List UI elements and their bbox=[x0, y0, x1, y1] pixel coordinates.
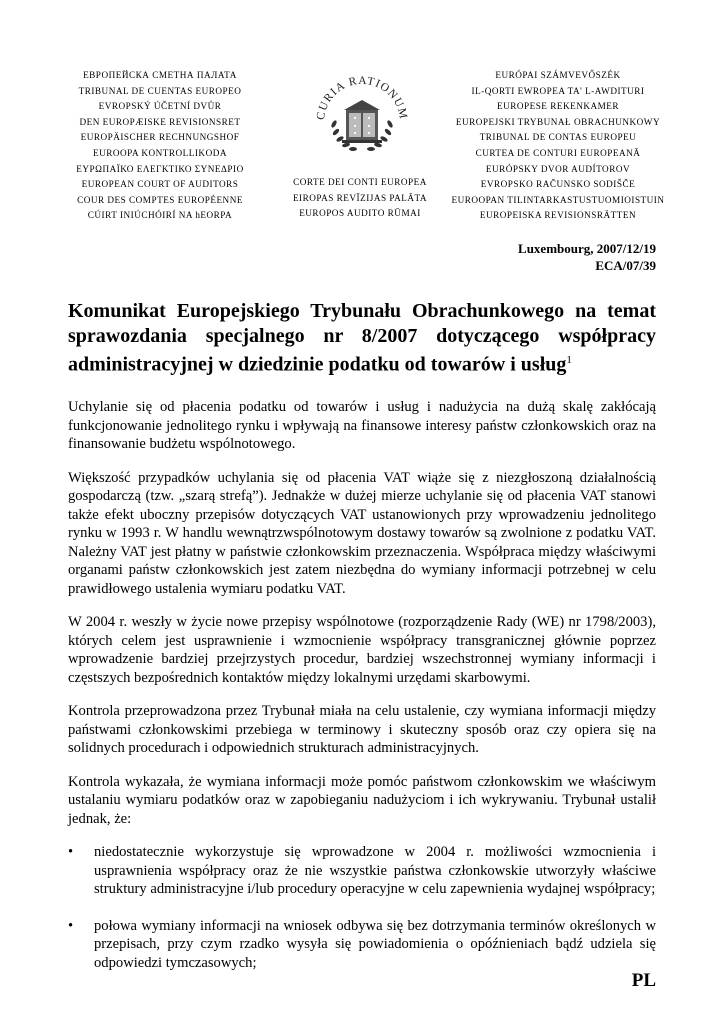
institution-name: EUROOPAN TILINTARKASTUSTUOMIOISTUIN bbox=[451, 194, 665, 205]
list-item bbox=[68, 917, 656, 973]
bullet-icon: • bbox=[68, 844, 74, 860]
header-center-list bbox=[265, 175, 455, 222]
date-reference-block bbox=[518, 240, 656, 274]
institution-name: EVROPSKO RAČUNSKO SODIŠČE bbox=[480, 179, 636, 190]
document-reference: ECA/07/39 bbox=[595, 258, 656, 273]
institution-name: EURÓPAI SZÁMVEVŐSZÉK bbox=[495, 70, 621, 80]
institution-name: DEN EUROPÆISKE REVISIONSRET bbox=[79, 116, 241, 127]
institution-name: EVROPSKÝ ÚČETNÍ DVŮR bbox=[98, 101, 222, 112]
body-paragraph: Większość przypadków uchylania się od płacenia VAT wiąże się z niezgłoszoną działalnością gospodarczą (tzw. „szarą strefą”). Jednakże w dużej mierze uchylanie się od płacenia VAT stanowi także efekt uboczny przepisów dotyczących VAT ustanowionych przy wprowadzeniu jednolitego rynku w 1993 r. W handlu wewnątrzwspólnotowym dostawy towarów są zwolnione z podatku VAT. Należny VAT jest płatny w państwie członkowskim przeznaczenia. Współpraca między właściwymi organami państw członkowskich jest zatem niezbędna do wymiany informacji potrzebnej w celu prawidłowego ustalenia wymiaru podatku VAT. bbox=[68, 469, 656, 597]
institution-name: TRIBUNAL DE CUENTAS EUROPEO bbox=[78, 85, 242, 96]
body-paragraph: W 2004 r. weszły w życie nowe przepisy wspólnotowe (rozporządzenie Rady (WE) nr 1798/2003), których celem jest usprawnienie i wzmocnienie współpracy transgranicznej głównie poprzez wprowadzenie bardziej przejrzystych procedur, bardziej wszechstronnej wymiany informacji i częstszych bezpośrednich kontaktów między lokalnymi urzędami skarbowymi. bbox=[68, 614, 656, 686]
institution-name: EUROPEJSKI TRYBUNAŁ OBRACHUNKOWY bbox=[455, 116, 661, 127]
document-date: Luxembourg, 2007/12/19 bbox=[518, 241, 656, 256]
institution-name: EUROPOS AUDITO RŪMAI bbox=[299, 208, 421, 219]
title-text: Komunikat Europejskiego Trybunału Obrachunkowego na temat sprawozdania specjalnego nr 8/2007 dotyczącego współpracy administracyjnej w dziedzinie podatku od towarów i usług bbox=[68, 300, 656, 376]
body-paragraph: Uchylanie się od płacenia podatku od towarów i usług i nadużycia na dużą skalę zakłócają funkcjonowanie jednolitego rynku i wpływają na finansowe interesy państw członkowskich oraz na finansowanie budżetu wspólnotowego. bbox=[68, 399, 656, 452]
institution-name: CURTEA DE CONTURI EUROPEANĂ bbox=[475, 147, 641, 158]
list-item-text: połowa wymiany informacji na wniosek odbywa się bez dotrzymania terminów określonych w przepisach, przy czym rzadko wysyła się powiadomienia o opóźnieniach bądź udziela się odpowiedzi tymczasowych; bbox=[94, 917, 656, 971]
institution-name: COUR DES COMPTES EUROPÉENNE bbox=[77, 194, 243, 205]
list-item-text: niedostatecznie wykorzystuje się wprowadzone w 2004 r. możliwości wzmocnienia i usprawnienia współpracy oraz że nie wszystkie państwa członkowskie utworzyły właściwe struktury administracyjne i/lub procedury operacyjne w celu zapewnienia wydajnej współpracy; bbox=[94, 844, 656, 897]
document-title bbox=[68, 299, 656, 377]
institution-name: EUROPESE REKENKAMER bbox=[496, 101, 620, 112]
title-footnote-marker: 1 bbox=[566, 354, 572, 366]
header-right-list bbox=[448, 68, 668, 224]
institution-name: ЕВРОПЕЙСКА СМЕТНА ПАЛАТА bbox=[83, 70, 237, 80]
institution-name: EURÓPSKY DVOR AUDÍTOROV bbox=[485, 163, 631, 174]
institution-name: CORTE DEI CONTI EUROPEA bbox=[293, 177, 427, 187]
institution-name: CÚIRT INIÚCHÓIRÍ NA hEORPA bbox=[87, 210, 233, 221]
logo-motto: CURIA RATIONUM bbox=[314, 74, 410, 121]
document-body bbox=[68, 398, 656, 990]
court-logo bbox=[310, 66, 414, 166]
institution-name: EUROPEISKA REVISIONSRÄTTEN bbox=[479, 210, 637, 221]
institution-name: EUROOPA KONTROLLIKODA bbox=[93, 147, 227, 158]
body-paragraph: Kontrola wykazała, że wymiana informacji może pomóc państwom członkowskim we właściwym ustalaniu wymiaru podatków oraz w zapobieganiu nadużyciom i ich wykrywaniu. Trybunał ustalił jednak, że: bbox=[68, 773, 656, 827]
header-left-list bbox=[60, 68, 260, 224]
institution-name: EUROPEAN COURT OF AUDITORS bbox=[81, 179, 239, 190]
bullet-icon: • bbox=[68, 917, 74, 934]
body-paragraph: Kontrola przeprowadzona przez Trybunał miała na celu ustalenie, czy wymiana informacji między państwami członkowskimi przebiega w terminowy i skuteczny sposób oraz czy opiera się na solidnych procedurach i odpowiednich strukturach administracyjnych. bbox=[68, 703, 656, 756]
findings-list bbox=[68, 843, 656, 972]
language-code: PL bbox=[631, 970, 656, 991]
institution-name: EIROPAS REVĪZIJAS PALĀTA bbox=[292, 192, 428, 203]
list-item bbox=[68, 843, 656, 899]
institution-name: ΕΥΡΩΠΑΪΚΟ ΕΛΕΓΚΤΙΚΟ ΣΥΝΕΔΡΙΟ bbox=[76, 163, 244, 174]
institution-name: EUROPÄISCHER RECHNUNGSHOF bbox=[80, 132, 240, 143]
institution-name: IL-QORTI EWROPEA TA' L-AWDITURI bbox=[471, 85, 645, 96]
institution-name: TRIBUNAL DE CONTAS EUROPEU bbox=[479, 132, 637, 143]
